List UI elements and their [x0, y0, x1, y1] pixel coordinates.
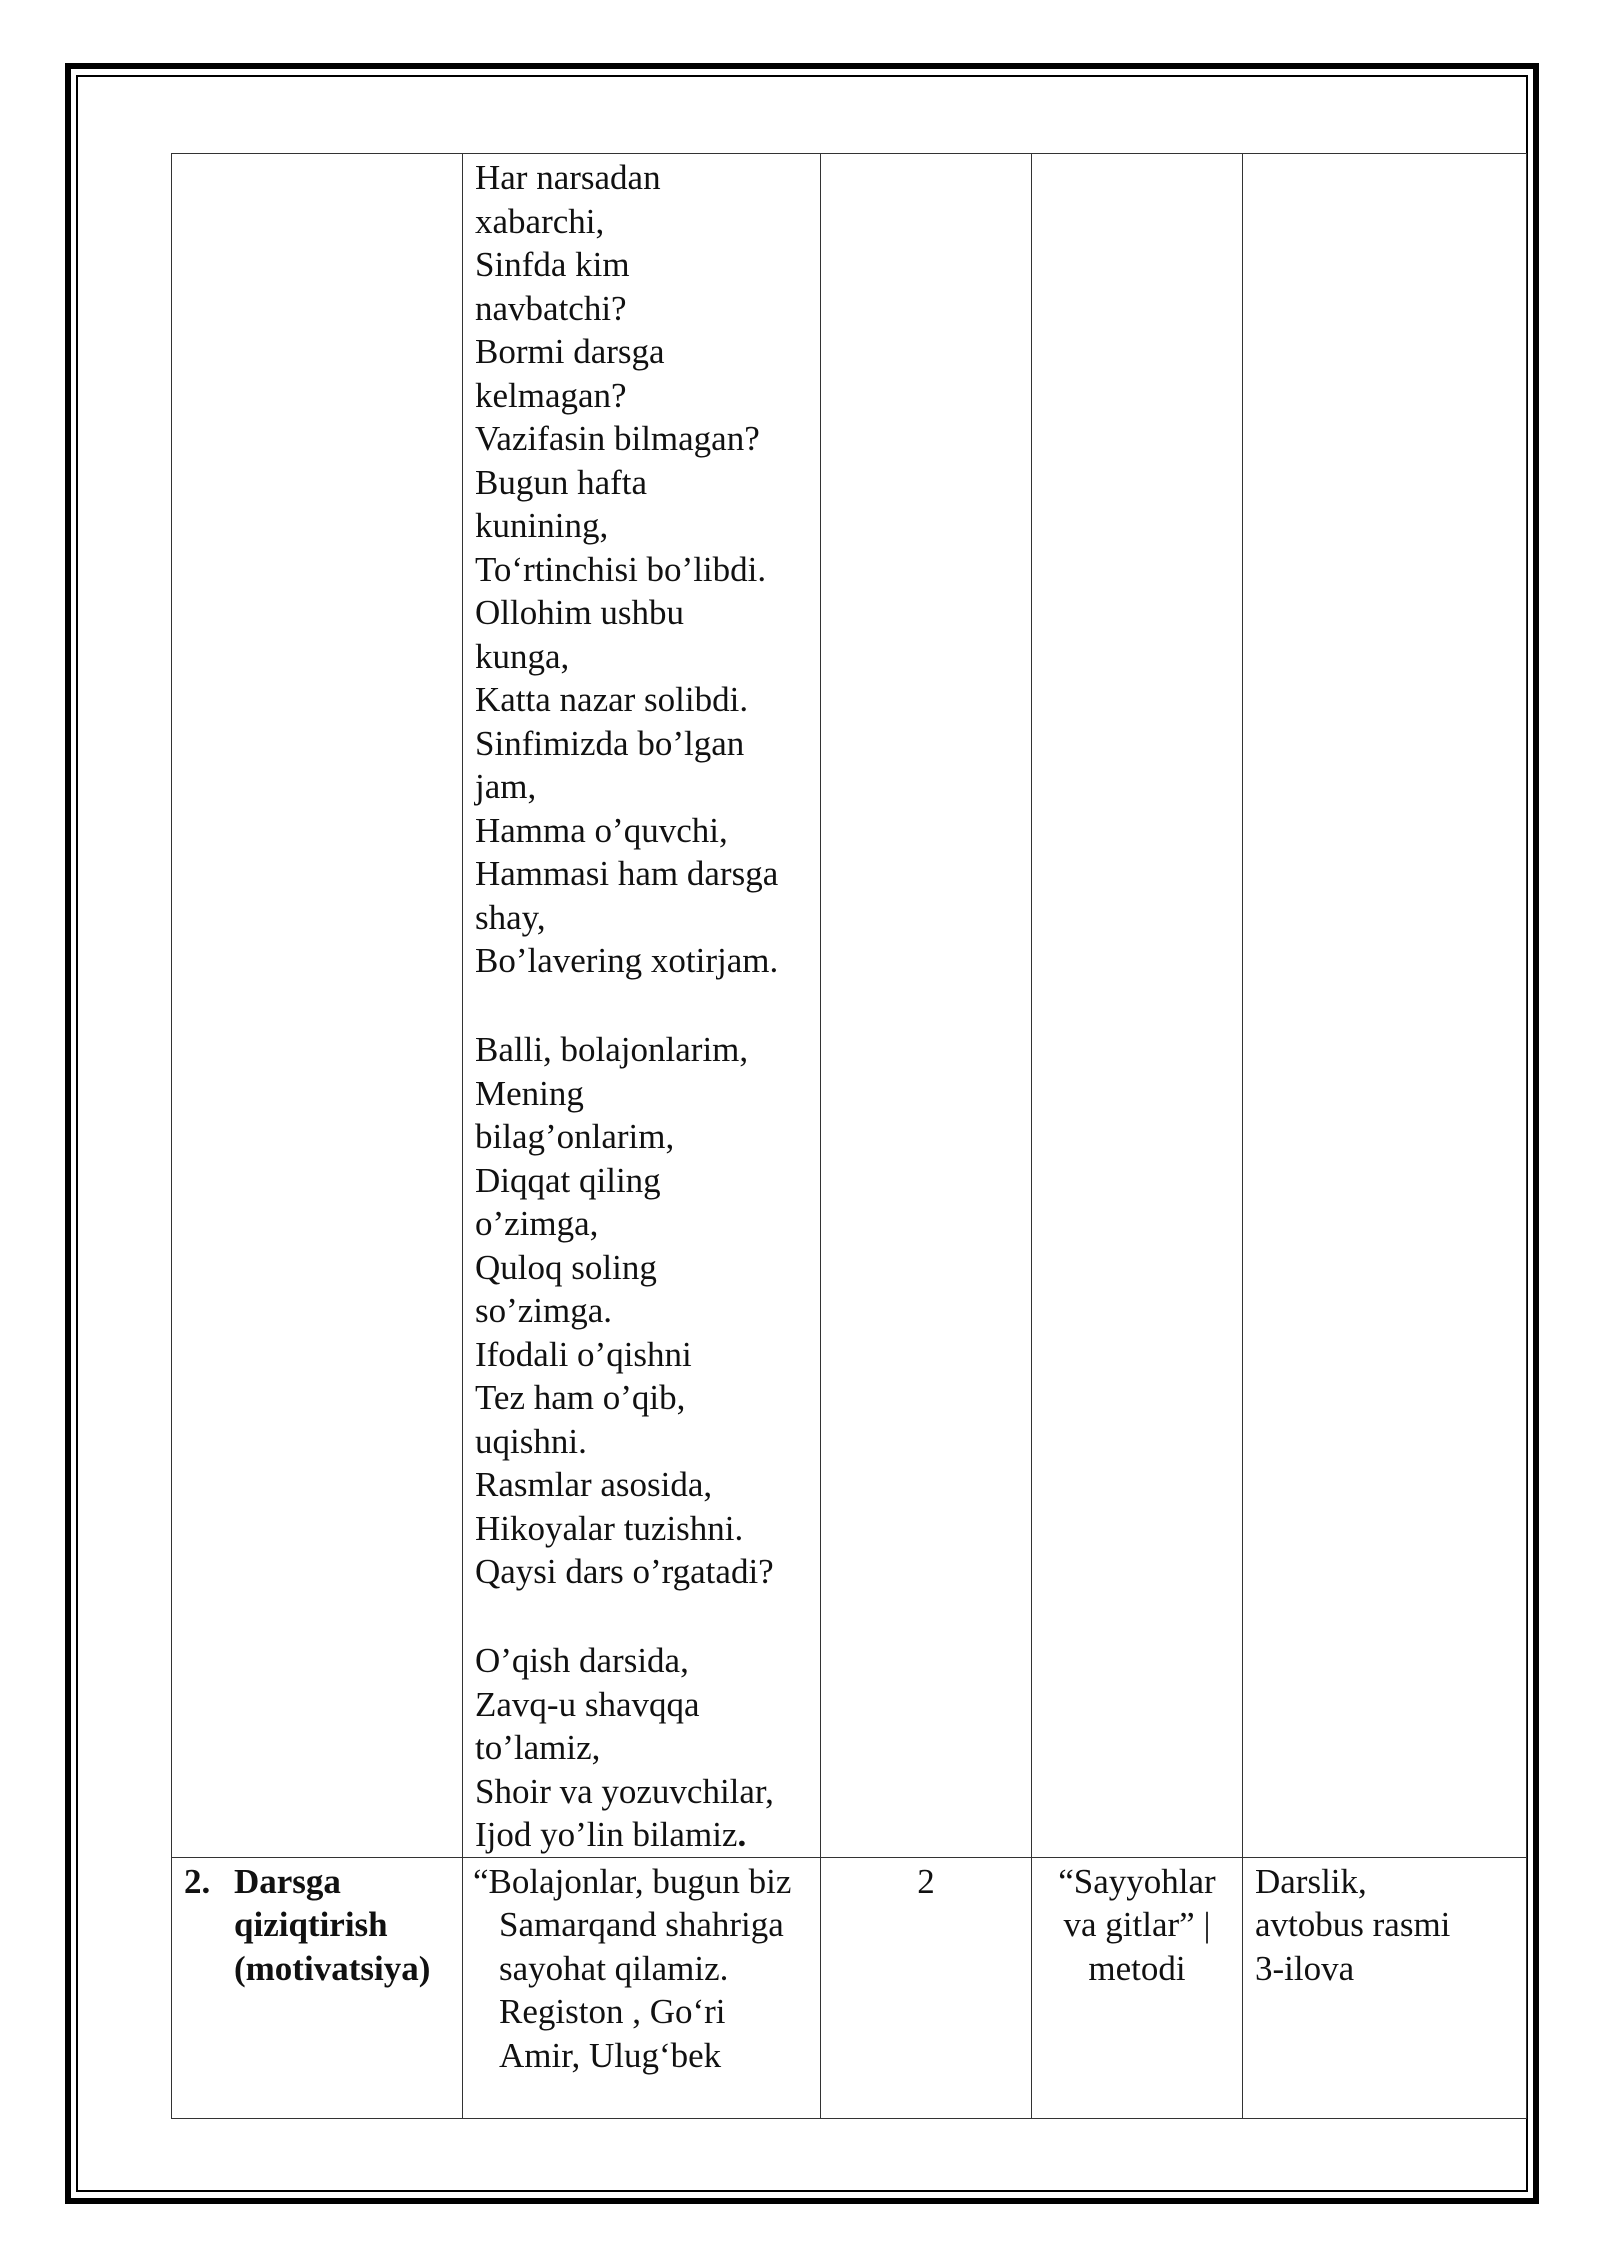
method-cell	[1032, 1857, 1243, 2118]
content-cell	[463, 154, 821, 1858]
poem-stanza-1: Har narsadan xabarchi, Sinfda kim navbatchi? Bormi darsga kelmagan? Vazifasin bilmagan? Bugun hafta kunining, To‘rtinchisi bo’libdi. Ollohim ushbu kunga, Katta nazar solibdi. Sinfimizda bo’lgan jam, Hamma o’quvchi, Hammasi ham darsga shay, Bo’lavering xotirjam.	[475, 158, 779, 980]
stage-cell	[172, 154, 463, 1858]
table-row	[172, 1857, 1527, 2118]
resources-text: Darslik, avtobus rasmi 3-ilova	[1255, 1861, 1451, 1988]
poem-stanza-3-text: O’qish darsida, Zavq-u shavqqa to’lamiz, Shoir va yozuvchilar, Ijod yo’lin bilamiz	[475, 1641, 774, 1854]
time-cell	[821, 1857, 1032, 2118]
poem-stanza-2: Balli, bolajonlarim, Mening bilag’onlarim, Diqqat qiling o’zimga, Quloq soling so’zimga. Ifodali o’qishni Tez ham o’qib, uqishni. Rasmlar asosida, Hikoyalar tuzishni. Qaysi dars o’rgatadi?	[475, 1030, 774, 1591]
time-value: 2	[917, 1861, 935, 1901]
method-text: “Sayyohlar va gitlar” | metodi	[1058, 1861, 1216, 1988]
resources-cell	[1243, 1857, 1527, 2118]
stage-title: Darsga qiziqtirish (motivatsiya)	[234, 1861, 431, 1988]
resources-cell	[1243, 154, 1527, 1858]
poem-end-period: .	[737, 1815, 747, 1854]
table-row	[172, 154, 1527, 1858]
stage-number: 2.	[184, 1861, 211, 1901]
method-cell	[1032, 154, 1243, 1858]
stage-cell	[172, 1857, 463, 2118]
time-cell	[821, 154, 1032, 1858]
content-cell	[463, 1857, 821, 2118]
poem-stanza-3	[475, 1637, 808, 1857]
motivation-text: “Bolajonlar, bugun biz Samarqand shahriga sayohat qilamiz. Registon , Go‘ri Amir, Ulug‘bek	[473, 1861, 792, 2075]
lesson-plan-table	[171, 153, 1527, 2119]
stage-heading	[184, 1858, 450, 1991]
